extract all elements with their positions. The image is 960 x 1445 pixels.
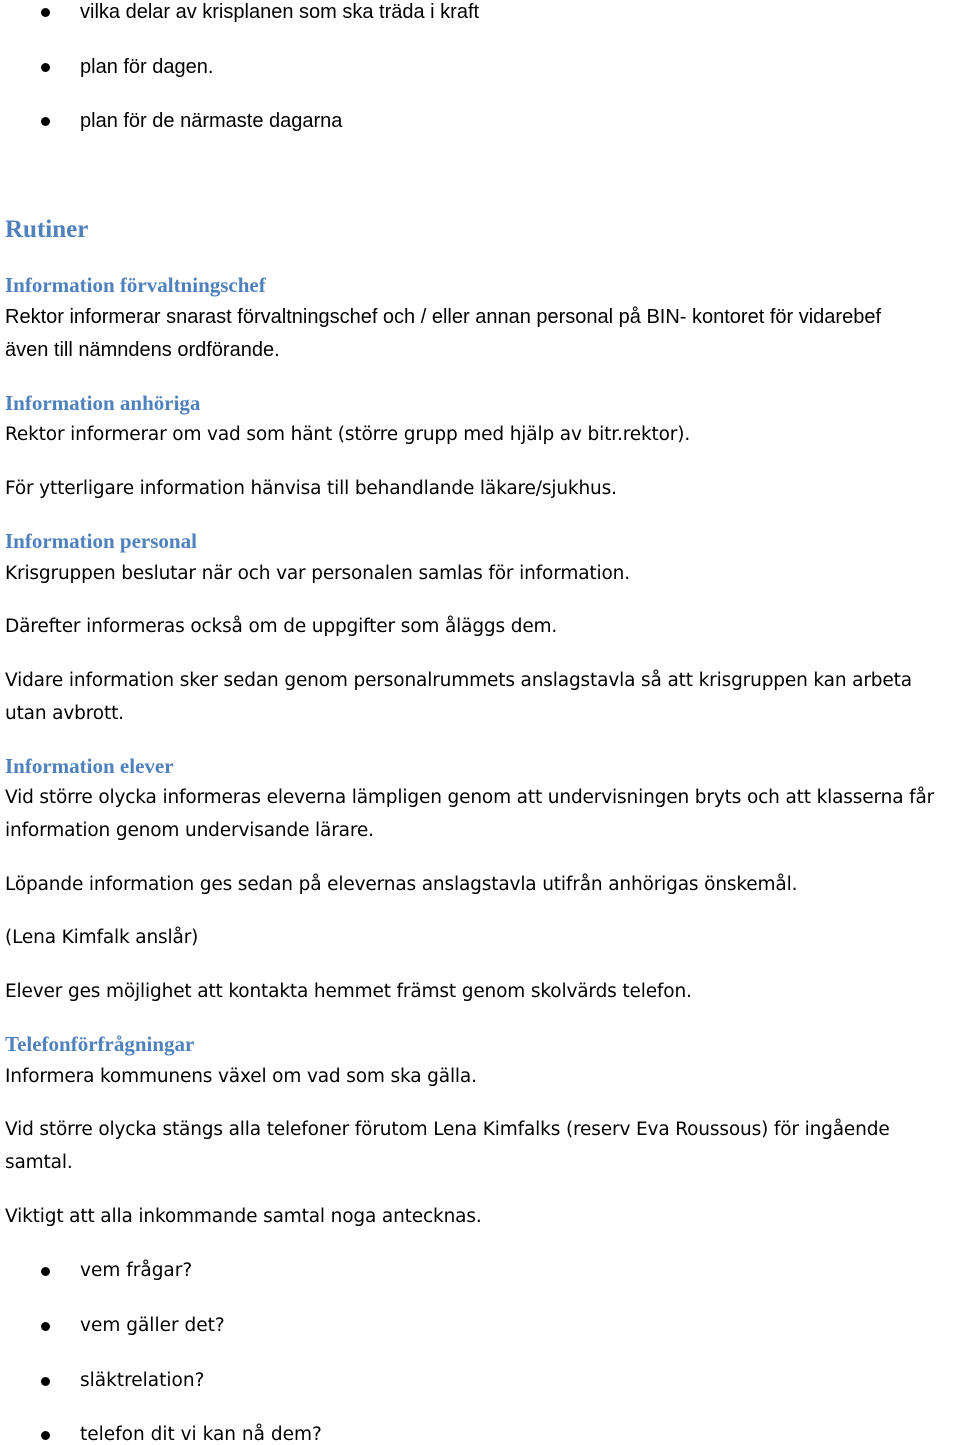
subheading-personal: Information personal	[5, 529, 197, 553]
list-item	[0, 1313, 900, 1343]
paragraph-line: Vid större olycka informeras eleverna lämpligen genom att undervisningen bryts och att klasserna får	[5, 787, 935, 808]
list-item-text: plan för de närmaste dagarna	[80, 110, 343, 132]
bullet-icon	[41, 8, 50, 17]
list-item-text: vilka delar av krisplanen som ska träda i kraft	[80, 1, 480, 23]
list-item-text: vem gäller det?	[80, 1315, 225, 1336]
bullet-icon	[41, 117, 50, 126]
list-item	[0, 54, 900, 84]
paragraph-line: även till nämndens ordförande.	[5, 339, 280, 361]
list-item	[0, 1422, 900, 1445]
list-item	[0, 0, 900, 29]
list-item-text: vem frågar?	[80, 1260, 193, 1281]
paragraph: Informera kommunens växel om vad som ska gälla.	[5, 1066, 477, 1087]
list-item	[0, 1368, 900, 1398]
paragraph: Därefter informeras också om de uppgifter som åläggs dem.	[5, 616, 558, 637]
list-item-text: plan för dagen.	[80, 56, 214, 78]
paragraph-line: Vid större olycka stängs alla telefoner förutom Lena Kimfalks (reserv Eva Roussous) för ingående	[5, 1119, 890, 1140]
bullet-icon	[41, 1267, 50, 1276]
paragraph-line: samtal.	[5, 1152, 73, 1173]
paragraph: Elever ges möjlighet att kontakta hemmet främst genom skolvärds telefon.	[5, 981, 692, 1002]
section-heading-rutiner: Rutiner	[5, 216, 89, 243]
subheading-telefonforfragningar: Telefonförfrågningar	[5, 1032, 195, 1056]
bullet-icon	[41, 1431, 50, 1440]
bullet-icon	[41, 1377, 50, 1386]
paragraph: Krisgruppen beslutar när och var personalen samlas för information.	[5, 563, 630, 584]
subheading-forvaltningschef: Information förvaltningschef	[5, 273, 266, 297]
paragraph-line: utan avbrott.	[5, 703, 124, 724]
list-item	[0, 1258, 900, 1288]
list-item-text: telefon dit vi kan nå dem?	[80, 1424, 322, 1445]
subheading-elever: Information elever	[5, 754, 174, 778]
paragraph-line: information genom undervisande lärare.	[5, 820, 374, 841]
bullet-icon	[41, 63, 50, 72]
paragraph: Rektor informerar om vad som hänt (större grupp med hjälp av bitr.rektor).	[5, 424, 691, 445]
paragraph: För ytterligare information hänvisa till behandlande läkare/sjukhus.	[5, 478, 617, 499]
subheading-anhoriga: Information anhöriga	[5, 391, 201, 415]
list-item-text: släktrelation?	[80, 1370, 205, 1391]
list-item	[0, 108, 900, 138]
bullet-icon	[41, 1322, 50, 1331]
paragraph-line: Vidare information sker sedan genom personalrummets anslagstavla så att krisgruppen kan arbeta	[5, 670, 912, 691]
paragraph: (Lena Kimfalk anslår)	[5, 927, 199, 948]
paragraph: Viktigt att alla inkommande samtal noga antecknas.	[5, 1206, 482, 1227]
paragraph: Löpande information ges sedan på elevernas anslagstavla utifrån anhörigas önskemål.	[5, 874, 798, 895]
paragraph-line: Rektor informerar snarast förvaltningschef och / eller annan personal på BIN- kontoret för vidarebef	[5, 306, 881, 328]
